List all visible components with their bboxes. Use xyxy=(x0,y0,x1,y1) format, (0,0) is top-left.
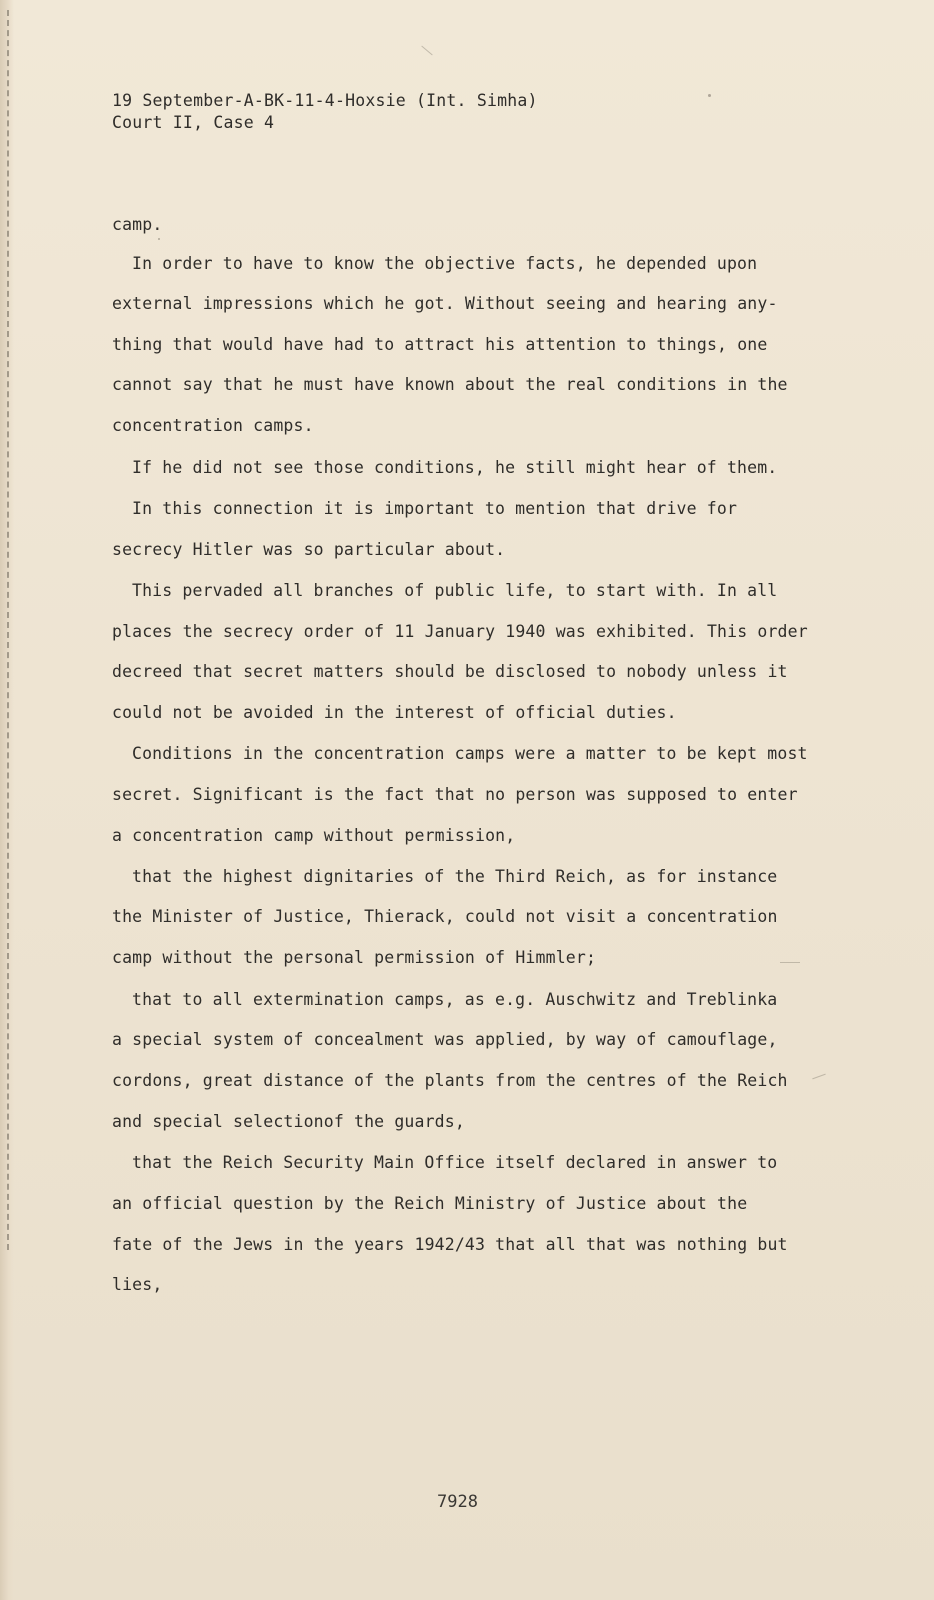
page-number: 7928 xyxy=(437,1492,478,1512)
binding-stitch-marks xyxy=(7,10,11,1250)
body-line: secret. Significant is the fact that no person was supposed to enter xyxy=(112,785,798,804)
body-line: In this connection it is important to mention that drive for xyxy=(132,499,738,518)
paper-speck xyxy=(158,238,160,240)
body-line: In order to have to know the objective facts, he depended upon xyxy=(132,254,758,273)
paper-scratch xyxy=(421,46,432,56)
body-line: cordons, great distance of the plants from the centres of the Reich xyxy=(112,1071,788,1090)
body-line: thing that would have had to attract his attention to things, one xyxy=(112,335,768,354)
body-line: cannot say that he must have known about the real conditions in the xyxy=(112,375,788,394)
body-line: This pervaded all branches of public life, to start with. In all xyxy=(132,581,778,600)
body-line: could not be avoided in the interest of official duties. xyxy=(112,703,677,722)
body-line: Conditions in the concentration camps were a matter to be kept most xyxy=(132,744,808,763)
body-line: If he did not see those conditions, he still might hear of them. xyxy=(132,458,778,477)
body-line: camp. xyxy=(112,215,163,234)
header-court-line: Court II, Case 4 xyxy=(112,113,275,132)
body-line: decreed that secret matters should be disclosed to nobody unless it xyxy=(112,662,788,681)
body-line: places the secrecy order of 11 January 1940 was exhibited. This order xyxy=(112,622,808,641)
paper-scratch xyxy=(812,1074,825,1080)
paper-scratch xyxy=(780,962,800,963)
body-line: and special selectionof the guards, xyxy=(112,1112,465,1131)
body-line: camp without the personal permission of Himmler; xyxy=(112,948,597,967)
body-line: a concentration camp without permission, xyxy=(112,826,516,845)
body-line: lies, xyxy=(112,1275,163,1294)
body-line: an official question by the Reich Ministry of Justice about the xyxy=(112,1194,748,1213)
body-line: that the Reich Security Main Office itself declared in answer to xyxy=(132,1153,778,1172)
body-line: that the highest dignitaries of the Third Reich, as for instance xyxy=(132,867,778,886)
header-title-line: 19 September-A-BK-11-4-Hoxsie (Int. Simha) xyxy=(112,91,538,110)
body-line: concentration camps. xyxy=(112,416,314,435)
paper-speck xyxy=(708,94,711,97)
document-header xyxy=(112,90,538,134)
body-line: external impressions which he got. Without seeing and hearing any- xyxy=(112,294,778,313)
body-line: fate of the Jews in the years 1942/43 that all that was nothing but xyxy=(112,1235,788,1254)
body-line: the Minister of Justice, Thierack, could not visit a concentration xyxy=(112,907,778,926)
body-line: a special system of concealment was applied, by way of camouflage, xyxy=(112,1030,778,1049)
body-line: secrecy Hitler was so particular about. xyxy=(112,540,506,559)
body-line: that to all extermination camps, as e.g. Auschwitz and Treblinka xyxy=(132,990,778,1009)
